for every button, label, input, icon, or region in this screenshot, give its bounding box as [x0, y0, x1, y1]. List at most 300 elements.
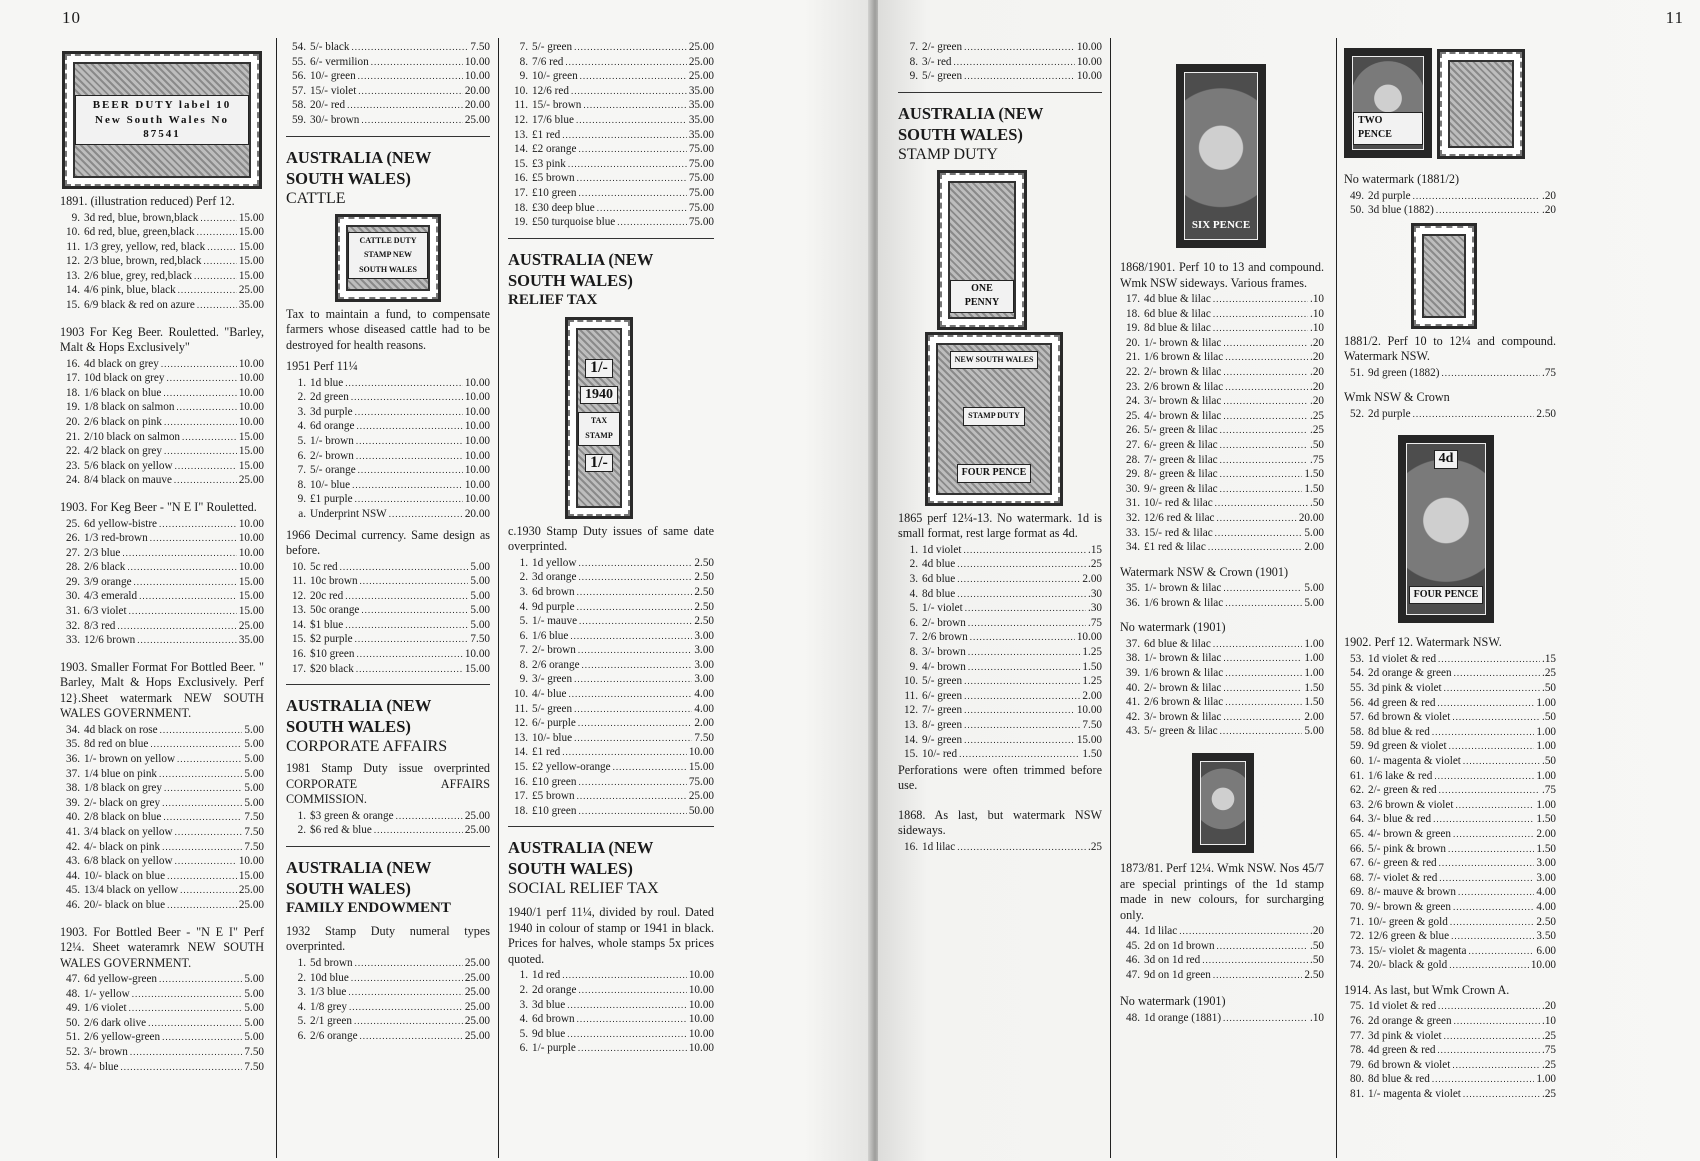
entry-price: 5.00 [244, 1016, 264, 1029]
catalogue-entry [1120, 710, 1324, 725]
entry-description: 5/- green [922, 675, 963, 688]
entry-number: 73. [1350, 944, 1364, 957]
entry-number: 4. [909, 587, 918, 600]
left-col-2 [286, 40, 490, 1161]
intro-no-wmk-1901-b: No watermark (1901) [1120, 994, 1226, 1009]
entry-description: 2/6 yellow-green [84, 1031, 161, 1044]
entry-description: 20/- black on blue [84, 898, 166, 911]
entry-description: 5/- black [310, 41, 350, 53]
leader-dots [347, 98, 463, 113]
entry-price: 25.00 [464, 1015, 490, 1028]
leader-dots [1439, 856, 1535, 871]
catalogue-entry [60, 723, 264, 738]
leader-dots [597, 201, 687, 216]
intro-1873-81: 1873/81. Perf 12¼. Wmk NSW. Nos 45/7 are special printings of the 1d stamp made in new colours, for surcharging only. [1120, 861, 1324, 922]
entry-description: 1/- magenta & violet [1368, 755, 1461, 768]
leader-dots [1434, 769, 1534, 784]
catalogue-entry [508, 98, 714, 113]
column-rule [276, 38, 277, 1158]
entry-description: 1/- brown & lilac [1144, 652, 1222, 665]
entry-description: 5/- green [532, 41, 573, 53]
entry-price: .10 [1542, 1015, 1556, 1028]
entry-number: 18. [514, 804, 528, 817]
leader-dots [562, 745, 687, 760]
leader-dots [356, 662, 463, 677]
entry-price: 5.00 [244, 987, 264, 1000]
entry-description: 13/4 black on yellow [84, 884, 179, 897]
catalogue-entry [286, 507, 490, 522]
catalogue-entry [508, 55, 714, 70]
section-list [60, 357, 264, 488]
entry-description: 2/6 brown & lilac [1144, 380, 1224, 393]
entry-number: 5. [297, 1015, 306, 1028]
entry-description: 4/- brown [922, 660, 966, 673]
leader-dots [197, 298, 237, 313]
social-intro: 1940/1 perf 11¼, divided by roul. Dated 1940 in colour of stamp or 1941 in black. Prices for halves, whole stamps 5x prices quoted. [508, 905, 714, 966]
entry-number: 18. [514, 201, 528, 214]
leader-dots [1225, 350, 1308, 365]
entry-description: 1/8 grey [310, 1000, 347, 1013]
entry-number: 26. [1126, 424, 1140, 437]
catalogue-entry [1344, 725, 1556, 740]
leader-dots [1451, 929, 1534, 944]
entry-description: 9d blue [532, 1027, 566, 1040]
section-heading-social: AUSTRALIA (NEW SOUTH WALES) [508, 838, 654, 879]
leader-dots [197, 225, 237, 240]
catalogue-entry [286, 589, 490, 604]
column-rule [1110, 38, 1111, 1158]
leader-dots [358, 69, 463, 84]
catalogue-entry [898, 557, 1102, 572]
catalogue-entry [898, 601, 1102, 616]
list-no-wmk-1901 [1120, 637, 1324, 739]
right-page [878, 0, 1700, 1161]
entry-price: .25 [1310, 409, 1324, 422]
entry-number: 34. [1126, 541, 1140, 554]
catalogue-entry [1344, 885, 1556, 900]
leader-dots [356, 449, 463, 464]
entry-price: 75.00 [688, 172, 714, 185]
entry-price: 10.00 [688, 969, 714, 982]
section-subheading-family: FAMILY ENDOWMENT [286, 899, 451, 916]
leader-dots [1217, 511, 1297, 526]
entry-description: 2d orange & green [1368, 1015, 1452, 1028]
entry-price: 35.00 [688, 113, 714, 126]
entry-description: Underprint NSW [310, 507, 387, 520]
leader-dots [576, 113, 687, 128]
entry-number: 48. [66, 987, 80, 1000]
catalogue-entry [1344, 681, 1556, 696]
entry-number: 11. [904, 689, 918, 702]
relief-intro: c.1930 Stamp Duty issues of same date overprinted. [508, 523, 714, 554]
leader-dots [1225, 596, 1302, 611]
entry-description: 10d black on grey [84, 372, 165, 385]
entry-description: 2d on 1d brown [1144, 939, 1215, 952]
catalogue-entry [1344, 1072, 1556, 1087]
left-col-1-sections [60, 194, 264, 1074]
entry-price: 7.50 [244, 826, 264, 838]
section-list [60, 723, 264, 913]
catalogue-entry [286, 55, 490, 70]
leader-dots [361, 113, 462, 128]
leader-dots [355, 492, 463, 507]
entry-price: 5.00 [244, 738, 264, 751]
catalogue-entry [508, 804, 714, 819]
entry-number: 55. [292, 55, 306, 68]
entry-number: 46. [1126, 954, 1140, 967]
catalogue-entry [1344, 366, 1556, 381]
catalogue-entry [898, 689, 1102, 704]
leader-dots [351, 971, 463, 986]
entry-description: 7/- green [922, 704, 963, 717]
entry-price: 10.00 [464, 464, 490, 477]
catalogue-entry [1120, 526, 1324, 541]
catalogue-entry [1120, 651, 1324, 666]
leader-dots [175, 825, 243, 840]
catalogue-entry [898, 69, 1102, 84]
entry-number: 35. [66, 738, 80, 751]
entry-price: .50 [1542, 682, 1556, 695]
entry-description: 2/6 dark olive [84, 1016, 147, 1029]
leader-dots [970, 630, 1075, 645]
entry-number: 15. [904, 748, 918, 761]
leader-dots [134, 575, 237, 590]
leader-dots [174, 473, 237, 488]
entry-description: 10/- green & gold [1368, 915, 1448, 928]
catalogue-entry [1120, 1011, 1324, 1026]
entry-price: 10.00 [238, 386, 264, 399]
entry-number: 12. [514, 113, 528, 126]
section-divider [286, 136, 490, 137]
list-1873-81 [1120, 924, 1324, 982]
section-subheading-relief: RELIEF TAX [508, 291, 598, 308]
catalogue-entry [1120, 350, 1324, 365]
entry-number: 2. [297, 391, 306, 404]
entry-description: 3d purple [310, 405, 353, 418]
entry-price: 2.50 [1304, 968, 1324, 981]
entry-description: 4/- brown & lilac [1144, 409, 1222, 422]
catalogue-entry [508, 629, 714, 644]
entry-number: 3. [297, 405, 306, 418]
leader-dots [1223, 681, 1302, 696]
catalogue-entry [286, 574, 490, 589]
intro-1902: 1902. Perf 12. Watermark NSW. [1344, 635, 1502, 650]
entry-description: 15/- violet [310, 84, 357, 97]
catalogue-entry [508, 998, 714, 1013]
leader-dots [569, 687, 693, 702]
catalogue-entry [1344, 754, 1556, 769]
leader-dots [1444, 681, 1540, 696]
entry-number: 41. [1126, 696, 1140, 709]
entry-price: 2.00 [1304, 541, 1324, 554]
catalogue-entry [1344, 798, 1556, 813]
entry-description: 6d brown [532, 1013, 575, 1026]
entry-number: 81. [1350, 1088, 1364, 1100]
catalogue-entry [286, 618, 490, 633]
entry-price: 10.00 [238, 517, 264, 530]
leader-dots [580, 69, 687, 84]
entry-description: 10/- black on blue [84, 869, 166, 882]
catalogue-entry [1120, 968, 1324, 983]
leader-dots [1458, 885, 1534, 900]
entry-price: 10.00 [464, 493, 490, 506]
entry-description: 4d black on rose [84, 723, 158, 736]
catalogue-entry [286, 1014, 490, 1029]
entry-price: 1.25 [1082, 645, 1102, 658]
relief-list [508, 556, 714, 819]
entry-price: .50 [1542, 711, 1556, 724]
catalogue-entry [286, 405, 490, 420]
entry-price: 10.00 [238, 416, 264, 429]
catalogue-entry [508, 570, 714, 585]
catalogue-entry [508, 760, 714, 775]
catalogue-entry [60, 283, 264, 298]
catalogue-entry [286, 662, 490, 677]
entry-price: 5.00 [1304, 526, 1324, 539]
catalogue-entry [60, 225, 264, 240]
leader-dots [578, 556, 692, 571]
section-subheading-corporate: CORPORATE AFFAIRS [286, 738, 448, 756]
leader-dots [578, 643, 693, 658]
nine-pence-stamp-image [1414, 226, 1474, 326]
entry-price: 15.00 [238, 430, 264, 443]
catalogue-entry [1120, 482, 1324, 497]
leader-dots [1223, 651, 1302, 666]
catalogue-entry [1344, 915, 1556, 930]
catalogue-entry [508, 84, 714, 99]
leader-dots [1438, 999, 1540, 1014]
section-intro: 1903. For Keg Beer - "N E I" Rouletted. [60, 500, 257, 514]
leader-dots [150, 737, 242, 752]
leader-dots [1213, 321, 1308, 336]
entry-number: 53. [66, 1060, 80, 1073]
stamp-duty-intro-1865: 1865 perf 12¼-13. No watermark. 1d is small format, rest large format as 4d. [898, 510, 1102, 541]
leader-dots [1213, 968, 1303, 983]
leader-dots [121, 1060, 243, 1075]
entry-price: .10 [1310, 1011, 1324, 1024]
catalogue-entry [286, 69, 490, 84]
entry-description: 8/4 black on mauve [84, 474, 172, 487]
leader-dots [360, 574, 469, 589]
catalogue-entry [508, 157, 714, 172]
leader-dots [127, 560, 237, 575]
entry-price: .20 [1542, 1000, 1556, 1013]
catalogue-entry [1344, 999, 1556, 1014]
section-divider [286, 846, 490, 847]
entry-description: $3 green & orange [310, 809, 394, 822]
entry-number: 17. [66, 372, 80, 385]
list-1881-2 [1344, 189, 1556, 218]
entry-number: 33. [1126, 526, 1140, 539]
entry-number: 7. [519, 41, 528, 53]
entry-description: 1/3 grey, yellow, red, black [84, 240, 206, 253]
entry-number: 42. [66, 840, 80, 853]
entry-description: 1d violet [922, 543, 962, 556]
leader-dots [129, 604, 237, 619]
entry-description: 2/6 orange [310, 1029, 358, 1042]
relief-tax-value-top: 1/- [585, 359, 613, 378]
leader-dots [964, 40, 1075, 55]
leader-dots [345, 376, 463, 391]
entry-number: 2. [519, 571, 528, 584]
leader-dots [1439, 783, 1540, 798]
entry-description: 1/8 black on salmon [84, 401, 175, 414]
leader-dots [349, 1000, 463, 1015]
catalogue-entry [60, 810, 264, 825]
leader-dots [182, 430, 237, 445]
entry-description: 4/- black on pink [84, 840, 161, 853]
entry-number: 47. [1126, 968, 1140, 981]
entry-price: .20 [1542, 189, 1556, 202]
catalogue-entry [60, 269, 264, 284]
leader-dots [1220, 467, 1303, 482]
leader-dots [130, 1045, 243, 1060]
entry-description: 10/- red & lilac [1144, 497, 1213, 510]
catalogue-entry [1120, 438, 1324, 453]
entry-price: 10.00 [464, 449, 490, 462]
entry-description: 20/- red [310, 99, 346, 112]
entry-price: .15 [1542, 652, 1556, 665]
entry-price: 25.00 [238, 474, 264, 487]
entry-number: a. [298, 507, 306, 520]
leader-dots [1202, 953, 1308, 968]
entry-number: 50. [66, 1016, 80, 1029]
entry-description: 1/6 brown & lilac [1144, 667, 1224, 680]
entry-description: £5 brown [532, 790, 575, 803]
entry-price: 25.00 [688, 70, 714, 83]
entry-description: 2/6 brown [922, 631, 968, 644]
entry-price: 15.00 [238, 590, 264, 603]
catalogue-entry [508, 40, 714, 55]
catalogue-entry [286, 434, 490, 449]
catalogue-entry [286, 492, 490, 507]
leader-dots [1449, 739, 1535, 754]
entry-description: £10 green [532, 804, 577, 817]
catalogue-entry [508, 672, 714, 687]
catalogue-entry [1120, 307, 1324, 322]
catalogue-entry [508, 1012, 714, 1027]
entry-description: £3 pink [532, 157, 566, 170]
leader-dots [578, 142, 686, 157]
entry-number: 10. [292, 560, 306, 573]
catalogue-entry [1344, 783, 1556, 798]
entry-description: 8/- green [922, 718, 963, 731]
cattle-description: Tax to maintain a fund, to compensate farmers whose diseased cattle had to be destroyed for health reasons. [286, 306, 490, 352]
entry-price: 2.50 [1536, 407, 1556, 420]
entry-number: 2. [297, 824, 306, 837]
entry-description: 1/6 brown & lilac [1144, 351, 1224, 364]
leader-dots [1454, 1014, 1540, 1029]
entry-price: 15.00 [238, 605, 264, 618]
entry-description: 3d pink & violet [1368, 682, 1442, 695]
entry-description: 5d brown [310, 956, 353, 969]
entry-description: 10/- green [532, 70, 578, 83]
leader-dots [1413, 407, 1535, 422]
entry-price: 10.00 [464, 405, 490, 418]
entry-description: 3/- brown [922, 645, 966, 658]
leader-dots [1452, 710, 1540, 725]
list-1902 [1344, 652, 1556, 973]
catalogue-entry [1344, 827, 1556, 842]
entry-description: 10d blue [310, 971, 349, 984]
entry-number: 18. [66, 386, 80, 399]
right-col-1-top-list [898, 40, 1102, 84]
entry-description: 1/3 red-brown [84, 532, 148, 545]
section-intro: 1903 For Keg Beer. Rouletted. "Barley, Malt & Hops Exclusively" [60, 324, 264, 355]
entry-number: 10. [66, 226, 80, 239]
catalogue-entry [60, 1001, 264, 1016]
leader-dots [578, 186, 686, 201]
entry-price: 5.00 [244, 1002, 264, 1015]
leader-dots [1453, 900, 1534, 915]
leader-dots [161, 357, 237, 372]
leader-dots [1452, 1058, 1540, 1073]
entry-price: 3.00 [694, 644, 714, 657]
entry-price: 7.50 [244, 840, 264, 853]
leader-dots [1220, 724, 1303, 739]
entry-description: 6d orange [310, 420, 355, 433]
list-1868-1901 [1120, 292, 1324, 555]
catalogue-entry [1120, 596, 1324, 611]
entry-number: 1. [297, 809, 306, 822]
entry-description: 2/- black on grey [84, 796, 161, 809]
entry-price: 10.00 [238, 855, 264, 868]
entry-price: 35.00 [688, 99, 714, 112]
entry-price: 5.00 [470, 618, 490, 631]
entry-number: 14. [66, 284, 80, 297]
catalogue-entry [1344, 900, 1556, 915]
entry-price: 2.00 [694, 717, 714, 730]
leader-dots [162, 1030, 242, 1045]
catalogue-entry [60, 298, 264, 313]
catalogue-entry [1344, 203, 1556, 218]
entry-description: 20/- black & gold [1368, 959, 1448, 972]
entry-description: 2/8 black on blue [84, 811, 162, 824]
catalogue-entry [286, 971, 490, 986]
relief-tax-stamp-image [568, 320, 630, 516]
leader-dots [954, 55, 1075, 70]
catalogue-entry [60, 869, 264, 884]
catalogue-entry [60, 371, 264, 386]
leader-dots [207, 240, 237, 255]
entry-number: 7. [297, 464, 306, 477]
entry-price: 4.00 [694, 702, 714, 715]
entry-number: 21. [1126, 351, 1140, 364]
catalogue-entry [508, 687, 714, 702]
catalogue-entry [1120, 409, 1324, 424]
leader-dots [1213, 307, 1308, 322]
entry-price: 2.00 [1082, 689, 1102, 702]
leader-dots [1223, 710, 1302, 725]
entry-price: 10.00 [464, 55, 490, 68]
entry-description: 1d lilac [1144, 925, 1178, 938]
right-col-1 [898, 40, 1102, 1161]
entry-description: 1d violet & red [1368, 1000, 1437, 1013]
catalogue-entry [898, 703, 1102, 718]
entry-number: 14. [904, 733, 918, 746]
entry-price: 1.00 [1304, 652, 1324, 665]
entry-number: 23. [66, 459, 80, 472]
entry-price: .25 [1542, 1058, 1556, 1071]
leader-dots [613, 760, 687, 775]
leader-dots [579, 614, 692, 629]
entry-number: 53. [1350, 652, 1364, 665]
leader-dots [617, 215, 687, 230]
catalogue-entry [60, 752, 264, 767]
entry-price: .75 [1088, 616, 1102, 629]
intro-1868-1901: 1868/1901. Perf 10 to 13 and compound. Wmk NSW sideways. Various frames. [1120, 260, 1324, 290]
leader-dots [356, 419, 462, 434]
